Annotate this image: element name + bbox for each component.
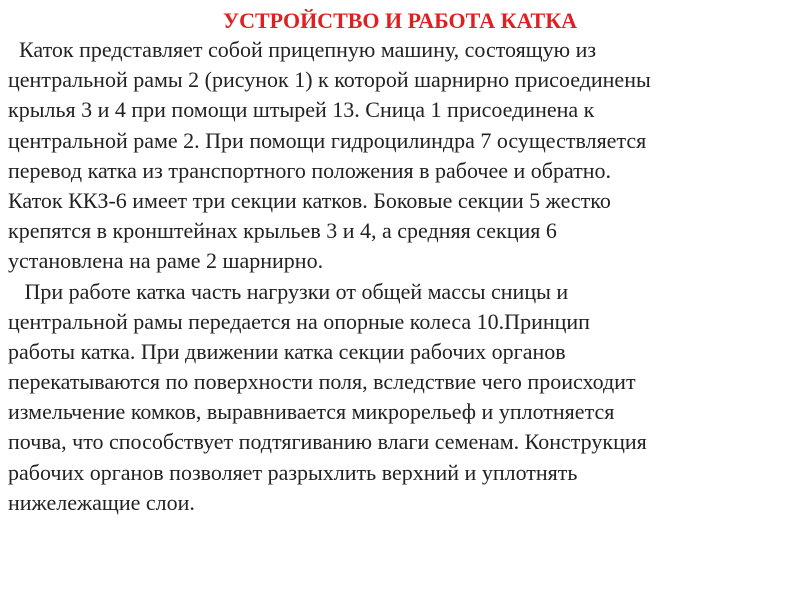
text-line: центральной раме 2. При помощи гидроцилиндра 7 осуществляется <box>8 127 647 153</box>
text-line: центральной рамы 2 (рисунок 1) к которой шарнирно присоединены <box>8 67 651 93</box>
text-line: перевод катка из транспортного положения в рабочее и обратно. <box>8 157 612 183</box>
body-text <box>8 35 794 518</box>
text-line: крепятся в кронштейнах крыльев 3 и 4, а средняя секция 6 <box>8 218 557 244</box>
text-line: нижележащие слои. <box>8 489 195 515</box>
text-line: Каток ККЗ-6 имеет три секции катков. Боковые секции 5 жестко <box>8 187 611 213</box>
text-line: установлена на раме 2 шарнирно. <box>8 248 324 274</box>
text-line: работы катка. При движении катка секции рабочих органов <box>8 338 566 364</box>
text-line: перекатываются по поверхности поля, вследствие чего происходит <box>8 369 636 395</box>
text-line: измельчение комков, выравнивается микрорельеф и уплотняется <box>8 399 615 425</box>
text-line: При работе катка часть нагрузки от общей массы сницы и <box>8 278 569 304</box>
text-line: Каток представляет собой прицепную машину, состоящую из <box>8 37 597 62</box>
slide-title: УСТРОЙСТВО И РАБОТА КАТКА <box>222 8 578 33</box>
text-line: крылья 3 и 4 при помощи штырей 13. Сница 1 присоединена к <box>8 97 595 123</box>
text-line: почва, что способствует подтягиванию влаги семенам. Конструкция <box>8 429 647 455</box>
text-line: рабочих органов позволяет разрыхлить верхний и уплотнять <box>8 459 578 485</box>
text-line: центральной рамы передается на опорные колеса 10.Принцип <box>8 308 590 334</box>
